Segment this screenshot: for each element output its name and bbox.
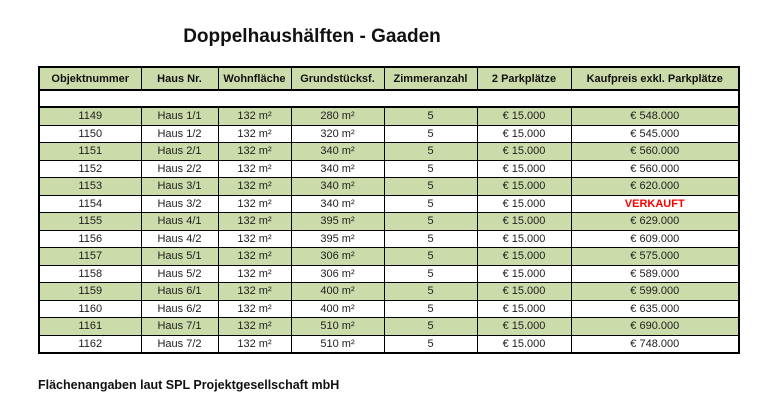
page-title: Doppelhaushälften - Gaaden (183, 26, 441, 47)
listings-table (38, 66, 740, 354)
spacer-row (39, 90, 739, 107)
cell-zimmeranzahl: 5 (384, 178, 477, 196)
table-row (39, 195, 739, 213)
cell-grundstuecksflaeche: 280 m² (291, 107, 384, 125)
cell-parkplaetze: € 15.000 (477, 335, 571, 353)
cell-objektnummer: 1151 (39, 143, 141, 161)
cell-objektnummer: 1158 (39, 265, 141, 283)
cell-grundstuecksflaeche: 400 m² (291, 283, 384, 301)
cell-parkplaetze: € 15.000 (477, 283, 571, 301)
column-header-wohnflaeche: Wohnfläche (218, 67, 291, 90)
cell-haus-nr: Haus 4/2 (141, 230, 218, 248)
table-row (39, 143, 739, 161)
cell-objektnummer: 1160 (39, 300, 141, 318)
cell-grundstuecksflaeche: 306 m² (291, 265, 384, 283)
cell-objektnummer: 1157 (39, 248, 141, 266)
cell-kaufpreis: € 748.000 (571, 335, 739, 353)
empty-cell (39, 90, 739, 107)
table-row (39, 125, 739, 143)
cell-objektnummer: 1156 (39, 230, 141, 248)
table-row (39, 248, 739, 266)
cell-zimmeranzahl: 5 (384, 265, 477, 283)
cell-grundstuecksflaeche: 340 m² (291, 195, 384, 213)
cell-zimmeranzahl: 5 (384, 248, 477, 266)
cell-objektnummer: 1159 (39, 283, 141, 301)
cell-zimmeranzahl: 5 (384, 300, 477, 318)
cell-wohnflaeche: 132 m² (218, 335, 291, 353)
cell-grundstuecksflaeche: 340 m² (291, 178, 384, 196)
column-header-objektnummer: Objektnummer (39, 67, 141, 90)
cell-grundstuecksflaeche: 320 m² (291, 125, 384, 143)
cell-zimmeranzahl: 5 (384, 335, 477, 353)
cell-parkplaetze: € 15.000 (477, 265, 571, 283)
cell-kaufpreis: € 609.000 (571, 230, 739, 248)
cell-wohnflaeche: 132 m² (218, 318, 291, 336)
cell-objektnummer: 1155 (39, 213, 141, 231)
cell-haus-nr: Haus 6/1 (141, 283, 218, 301)
cell-zimmeranzahl: 5 (384, 230, 477, 248)
cell-zimmeranzahl: 5 (384, 125, 477, 143)
cell-wohnflaeche: 132 m² (218, 300, 291, 318)
cell-kaufpreis: € 545.000 (571, 125, 739, 143)
cell-zimmeranzahl: 5 (384, 283, 477, 301)
column-header-kaufpreis: Kaufpreis exkl. Parkplätze (571, 67, 739, 90)
cell-kaufpreis: € 599.000 (571, 283, 739, 301)
cell-haus-nr: Haus 1/2 (141, 125, 218, 143)
cell-wohnflaeche: 132 m² (218, 265, 291, 283)
table-row (39, 300, 739, 318)
footer-note: Flächenangaben laut SPL Projektgesellschaft mbH (38, 378, 340, 392)
cell-kaufpreis: € 548.000 (571, 107, 739, 125)
table-header (39, 67, 739, 90)
cell-grundstuecksflaeche: 400 m² (291, 300, 384, 318)
cell-zimmeranzahl: 5 (384, 318, 477, 336)
cell-grundstuecksflaeche: 340 m² (291, 160, 384, 178)
table-row (39, 283, 739, 301)
cell-objektnummer: 1161 (39, 318, 141, 336)
table-row (39, 178, 739, 196)
cell-haus-nr: Haus 4/1 (141, 213, 218, 231)
cell-haus-nr: Haus 3/1 (141, 178, 218, 196)
cell-zimmeranzahl: 5 (384, 195, 477, 213)
table-row (39, 107, 739, 125)
cell-haus-nr: Haus 2/2 (141, 160, 218, 178)
cell-wohnflaeche: 132 m² (218, 230, 291, 248)
cell-parkplaetze: € 15.000 (477, 178, 571, 196)
header-row (39, 67, 739, 90)
cell-grundstuecksflaeche: 340 m² (291, 143, 384, 161)
table-row (39, 160, 739, 178)
cell-objektnummer: 1152 (39, 160, 141, 178)
cell-objektnummer: 1154 (39, 195, 141, 213)
cell-parkplaetze: € 15.000 (477, 195, 571, 213)
cell-objektnummer: 1153 (39, 178, 141, 196)
table-row (39, 335, 739, 353)
cell-parkplaetze: € 15.000 (477, 213, 571, 231)
cell-parkplaetze: € 15.000 (477, 143, 571, 161)
cell-wohnflaeche: 132 m² (218, 143, 291, 161)
cell-wohnflaeche: 132 m² (218, 195, 291, 213)
cell-wohnflaeche: 132 m² (218, 213, 291, 231)
column-header-grundstuecksflaeche: Grundstücksf. (291, 67, 384, 90)
cell-haus-nr: Haus 2/1 (141, 143, 218, 161)
table-row (39, 265, 739, 283)
cell-grundstuecksflaeche: 395 m² (291, 213, 384, 231)
cell-parkplaetze: € 15.000 (477, 125, 571, 143)
cell-grundstuecksflaeche: 510 m² (291, 318, 384, 336)
cell-wohnflaeche: 132 m² (218, 125, 291, 143)
cell-zimmeranzahl: 5 (384, 160, 477, 178)
cell-kaufpreis: € 589.000 (571, 265, 739, 283)
table-body (39, 90, 739, 353)
cell-parkplaetze: € 15.000 (477, 107, 571, 125)
table-row (39, 230, 739, 248)
cell-kaufpreis: € 560.000 (571, 143, 739, 161)
cell-haus-nr: Haus 3/2 (141, 195, 218, 213)
cell-wohnflaeche: 132 m² (218, 160, 291, 178)
cell-zimmeranzahl: 5 (384, 213, 477, 231)
cell-kaufpreis: € 575.000 (571, 248, 739, 266)
cell-parkplaetze: € 15.000 (477, 300, 571, 318)
cell-objektnummer: 1149 (39, 107, 141, 125)
cell-kaufpreis-verkauft-badge: VERKAUFT (571, 195, 739, 213)
cell-wohnflaeche: 132 m² (218, 283, 291, 301)
cell-kaufpreis: € 620.000 (571, 178, 739, 196)
cell-grundstuecksflaeche: 395 m² (291, 230, 384, 248)
cell-haus-nr: Haus 5/1 (141, 248, 218, 266)
cell-objektnummer: 1162 (39, 335, 141, 353)
cell-kaufpreis: € 629.000 (571, 213, 739, 231)
cell-haus-nr: Haus 7/2 (141, 335, 218, 353)
cell-kaufpreis: € 560.000 (571, 160, 739, 178)
cell-haus-nr: Haus 1/1 (141, 107, 218, 125)
cell-wohnflaeche: 132 m² (218, 248, 291, 266)
cell-kaufpreis: € 690.000 (571, 318, 739, 336)
cell-haus-nr: Haus 7/1 (141, 318, 218, 336)
cell-haus-nr: Haus 5/2 (141, 265, 218, 283)
cell-parkplaetze: € 15.000 (477, 318, 571, 336)
cell-objektnummer: 1150 (39, 125, 141, 143)
cell-parkplaetze: € 15.000 (477, 230, 571, 248)
column-header-haus-nr: Haus Nr. (141, 67, 218, 90)
table-row (39, 213, 739, 231)
cell-parkplaetze: € 15.000 (477, 248, 571, 266)
cell-grundstuecksflaeche: 510 m² (291, 335, 384, 353)
column-header-zimmeranzahl: Zimmeranzahl (384, 67, 477, 90)
cell-haus-nr: Haus 6/2 (141, 300, 218, 318)
column-header-parkplaetze: 2 Parkplätze (477, 67, 571, 90)
cell-grundstuecksflaeche: 306 m² (291, 248, 384, 266)
cell-kaufpreis: € 635.000 (571, 300, 739, 318)
cell-parkplaetze: € 15.000 (477, 160, 571, 178)
cell-wohnflaeche: 132 m² (218, 107, 291, 125)
cell-zimmeranzahl: 5 (384, 143, 477, 161)
cell-wohnflaeche: 132 m² (218, 178, 291, 196)
table-row (39, 318, 739, 336)
cell-zimmeranzahl: 5 (384, 107, 477, 125)
